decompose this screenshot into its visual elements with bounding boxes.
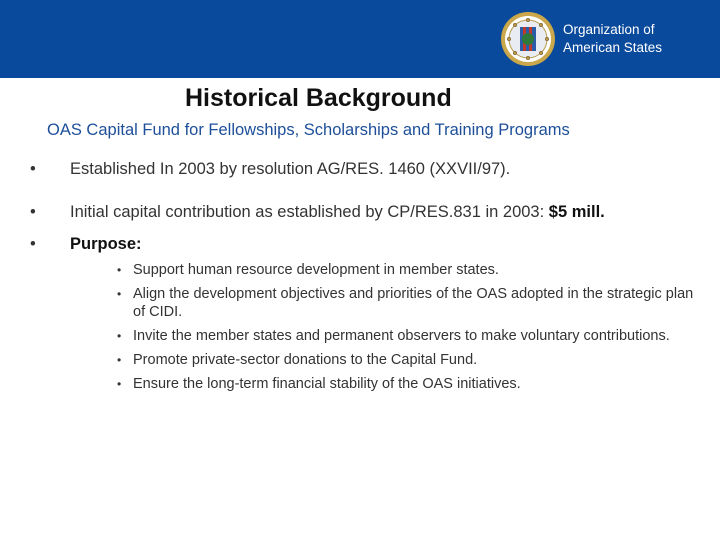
- sub-bullet-dot: •: [117, 263, 122, 277]
- list-item: [117, 327, 697, 345]
- purpose-item-text: Ensure the long-term financial stability of the OAS initiatives.: [133, 376, 521, 392]
- list-item: [117, 351, 697, 369]
- org-name-line1: Organization of: [563, 22, 655, 37]
- bullet-dot: •: [30, 203, 36, 221]
- slide-subtitle: OAS Capital Fund for Fellowships, Scholarships and Training Programs: [47, 121, 570, 139]
- sub-bullet-dot: •: [117, 329, 122, 343]
- purpose-label: Purpose:: [70, 235, 142, 253]
- bullet-dot: •: [30, 235, 36, 253]
- sub-bullet-dot: •: [117, 287, 122, 301]
- bullet-purpose: [30, 235, 142, 254]
- list-item: [117, 375, 697, 393]
- slide-title: Historical Background: [185, 84, 452, 112]
- sub-bullet-dot: •: [117, 353, 122, 367]
- oas-seal-icon: [500, 11, 556, 67]
- org-name-line2: American States: [563, 40, 663, 55]
- list-item: [117, 285, 697, 321]
- bullet-established: [30, 160, 510, 179]
- purpose-list: [117, 261, 697, 399]
- sub-bullet-dot: •: [117, 377, 122, 391]
- bullet-amount: $5 mill.: [548, 203, 605, 221]
- purpose-item-text: Align the development objectives and priorities of the OAS adopted in the strategic plan of CIDI.: [133, 286, 694, 320]
- purpose-item-text: Promote private-sector donations to the Capital Fund.: [133, 352, 478, 368]
- bullet-text: Initial capital contribution as established by CP/RES.831 in 2003:: [70, 203, 549, 221]
- purpose-item-text: Support human resource development in member states.: [133, 262, 499, 278]
- header-banner: [0, 0, 720, 78]
- purpose-item-text: Invite the member states and permanent observers to make voluntary contributions.: [133, 328, 670, 344]
- bullet-capital: [30, 203, 605, 222]
- bullet-text: Established In 2003 by resolution AG/RES. 1460 (XXVII/97).: [70, 160, 511, 178]
- list-item: [117, 261, 697, 279]
- bullet-dot: •: [30, 160, 36, 178]
- organization-name: [563, 21, 662, 57]
